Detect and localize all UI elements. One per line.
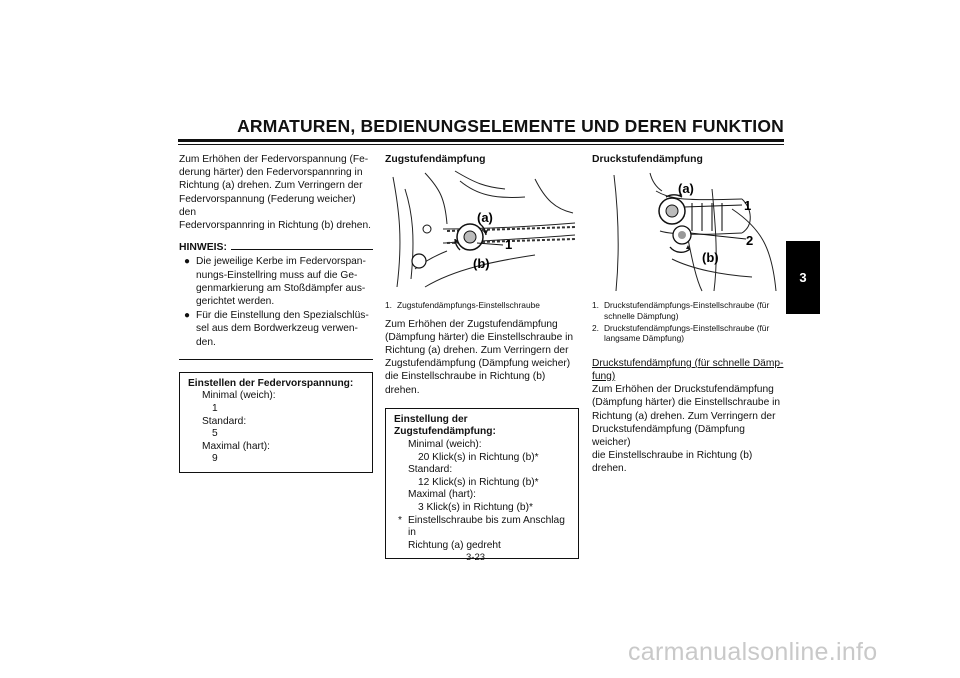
- bullet-icon: ●: [184, 256, 191, 268]
- column-3: [592, 153, 786, 476]
- chapter-tab: 3: [786, 241, 820, 314]
- spec-box-rebound-damping: [385, 408, 579, 560]
- caption-number: 1.: [592, 300, 599, 311]
- body-paragraph: [592, 383, 786, 475]
- subheading-line: Druckstufendämpfung (für schnelle Dämp-: [592, 357, 784, 369]
- note-rule: [231, 249, 373, 250]
- text-line: die Einstellschraube in Richtung (b) drehen.: [385, 371, 546, 396]
- text-line: Richtung (a) gedreht: [408, 539, 501, 551]
- page-number: 3-23: [466, 552, 486, 563]
- text-line: Federvorspannung (Federung weicher) den: [179, 193, 356, 218]
- spec-title: Einstellen der Federvorspannung:: [188, 377, 354, 389]
- text-line: Zum Erhöhen der Druckstufendämpfung: [592, 384, 774, 396]
- label-a: (a): [678, 181, 694, 197]
- label-1: 1: [505, 237, 513, 253]
- spec-label: Maximal (hart):: [202, 440, 270, 452]
- text-line: den.: [196, 336, 216, 348]
- label-1: 1: [744, 198, 752, 214]
- spec-label: Minimal (weich):: [202, 390, 276, 402]
- column-2: [385, 153, 579, 559]
- figure-caption: [592, 300, 786, 321]
- caption-text: Zugstufendämpfungs-Einstellschraube: [397, 300, 540, 311]
- text-line: Die jeweilige Kerbe im Federvorspan-: [196, 256, 366, 268]
- body-paragraph: [385, 318, 579, 397]
- text-line: gerichtet werden.: [196, 296, 275, 308]
- caption-number: 1.: [385, 300, 392, 311]
- text-line: sel aus dem Bordwerkzeug verwen-: [196, 323, 358, 335]
- note-end-rule: [179, 359, 373, 360]
- page-title: ARMATUREN, BEDIENUNGSELEMENTE UND DEREN FUNKTION: [237, 116, 784, 136]
- text-line: Richtung (a) drehen. Zum Verringern der: [592, 410, 776, 422]
- bullet-icon: ●: [184, 310, 191, 322]
- page-header: [178, 116, 784, 146]
- figure-rebound-damping: [385, 169, 579, 294]
- text-line: Richtung (a) drehen. Zum Verringern der: [385, 345, 569, 357]
- text-line: Einstellschraube bis zum Anschlag in: [408, 514, 565, 539]
- text-line: genmarkierung am Stoßdämpfer aus-: [196, 282, 366, 294]
- subheading: [592, 357, 786, 383]
- label-a: (a): [477, 210, 493, 226]
- text-line: Zugstufendämpfung (Dämpfung weicher): [385, 358, 571, 370]
- caption-text: Druckstufendämpfungs-Einstellschraube (für: [604, 323, 770, 334]
- spec-value: 12 Klick(s) in Richtung (b)*: [418, 476, 539, 488]
- spec-value: 9: [212, 453, 218, 465]
- compression-damping-illustration: [592, 169, 786, 294]
- spec-value: 5: [212, 428, 218, 440]
- spec-footnote: [394, 515, 570, 553]
- text-line: Zum Erhöhen der Zugstufendämpfung: [385, 318, 558, 330]
- figure-caption: [592, 323, 786, 344]
- figure-caption: [385, 300, 579, 310]
- caption-number: 2.: [592, 323, 599, 334]
- section-heading: Druckstufendämpfung: [592, 154, 703, 165]
- rebound-damping-illustration: [385, 169, 579, 294]
- label-b: (b): [702, 250, 719, 266]
- watermark[interactable]: carmanualsonline.info: [628, 638, 878, 666]
- caption-text: langsame Dämpfung): [604, 333, 685, 344]
- text-line: Richtung (a) drehen. Zum Verringern der: [179, 180, 363, 192]
- note-item: [179, 309, 373, 349]
- header-rule-thin: [178, 144, 784, 145]
- text-line: (Dämpfung härter) die Einstellschraube in: [385, 331, 573, 343]
- note-heading: [179, 241, 373, 254]
- spec-value: 3 Klick(s) in Richtung (b)*: [418, 501, 533, 513]
- text-line: nungs-Einstellring muss auf die Ge-: [196, 269, 358, 281]
- text-line: die Einstellschraube in Richtung (b) drehen.: [592, 450, 753, 475]
- label-2: 2: [746, 233, 754, 249]
- spec-label: Maximal (hart):: [408, 489, 476, 501]
- spec-label: Standard:: [202, 415, 247, 427]
- note-label: HINWEIS:: [179, 242, 227, 254]
- text-line: (Dämpfung härter) die Einstellschraube in: [592, 397, 780, 409]
- text-line: Druckstufendämpfung (Dämpfung weicher): [592, 423, 745, 449]
- section-heading: Zugstufendämpfung: [385, 154, 486, 165]
- intro-paragraph: [179, 153, 373, 232]
- figure-compression-damping: [592, 169, 786, 294]
- caption-text: schnelle Dämpfung): [604, 310, 679, 321]
- text-line: Für die Einstellung den Spezialschlüs-: [196, 310, 369, 322]
- label-b: (b): [473, 256, 490, 272]
- text-line: derung härter) den Federvorspannring in: [179, 167, 363, 179]
- spec-value: 20 Klick(s) in Richtung (b)*: [418, 451, 539, 463]
- spec-value: 1: [212, 403, 218, 415]
- spec-label: Standard:: [408, 464, 453, 476]
- caption-text: Druckstufendämpfungs-Einstellschraube (für: [604, 300, 770, 311]
- text-line: Federvorspannring in Richtung (b) drehen.: [179, 220, 371, 232]
- footnote-star: *: [398, 514, 402, 526]
- subheading-line: fung): [592, 371, 616, 383]
- note-item: [179, 255, 373, 308]
- column-1: [179, 153, 373, 473]
- spec-box-spring-preload: [179, 372, 373, 473]
- spec-title: Einstellung der Zugstufendämpfung:: [394, 413, 496, 438]
- spec-label: Minimal (weich):: [408, 439, 482, 451]
- text-line: Zum Erhöhen der Federvorspannung (Fe-: [179, 154, 369, 165]
- header-rule: [178, 139, 784, 142]
